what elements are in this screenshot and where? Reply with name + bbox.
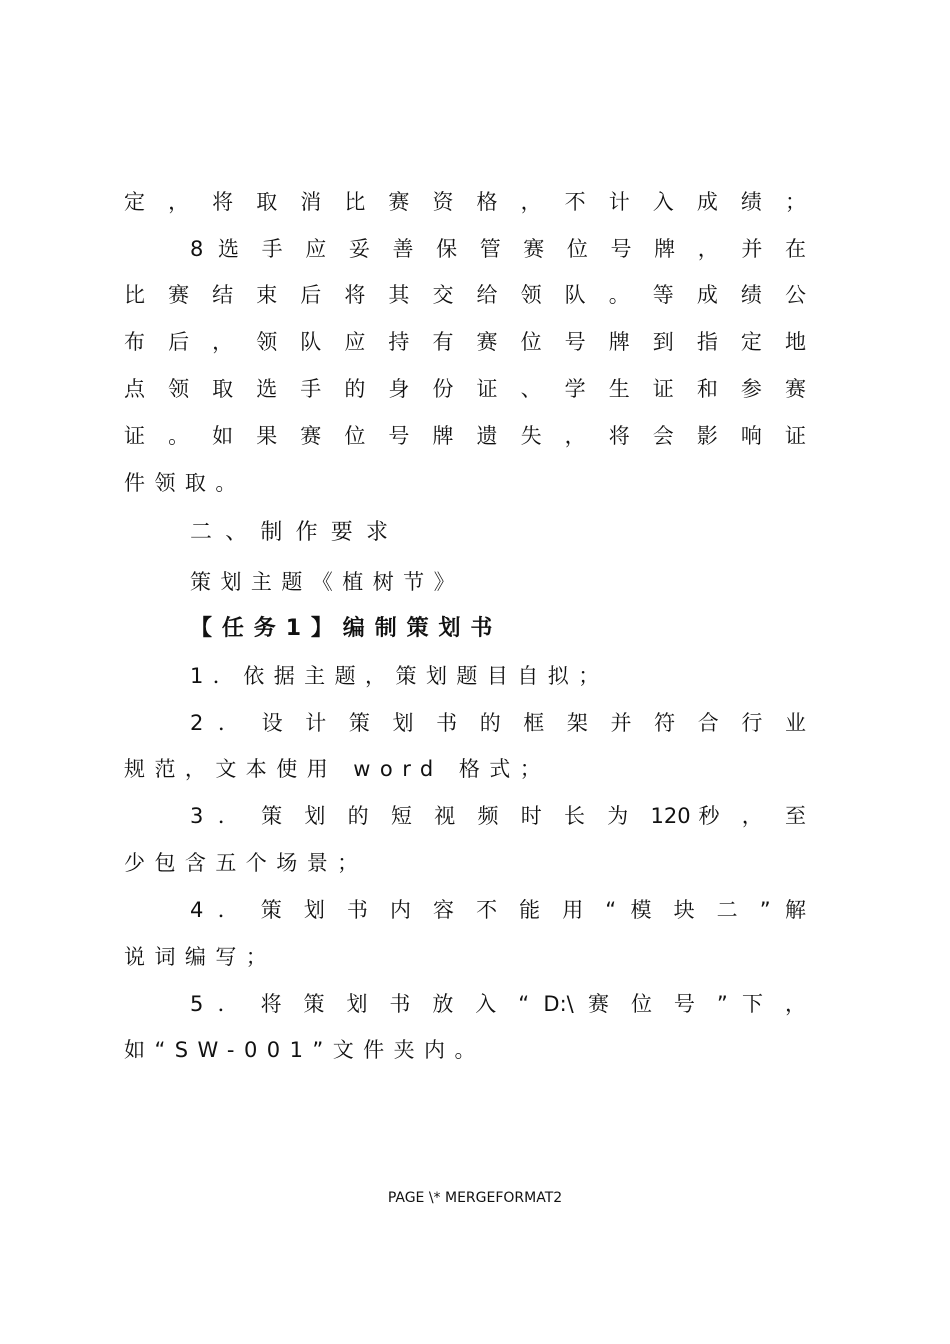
list-item: 1．依据主题，策划题目自拟； [190, 664, 609, 688]
list-item: 2 ． 设 计 策 划 书 的 框 架 并 符 合 行 业 [190, 711, 806, 735]
list-item-continuation: 规范，文本使用 word 格式； [124, 757, 551, 781]
list-item: 5 ． 将 策 划 书 放 入 “ D:\ 赛 位 号 ” 下 ， [190, 992, 806, 1016]
paragraph-line: 定 ， 将 取 消 比 赛 资 格 ， 不 计 入 成 绩 ； [124, 190, 806, 214]
list-item-continuation: 如“SW-001”文件夹内。 [124, 1038, 485, 1062]
list-item: 3 ． 策 划 的 短 视 频 时 长 为 120秒 ， 至 [190, 804, 806, 828]
list-item: 4 ． 策 划 书 内 容 不 能 用 “ 模 块 二 ” 解 [190, 898, 806, 922]
paragraph-line: 比 赛 结 束 后 将 其 交 给 领 队 。 等 成 绩 公 [124, 283, 806, 307]
plan-theme: 策划主题《植树节》 [190, 570, 465, 594]
paragraph-line: 证 。 如 果 赛 位 号 牌 遗 失 ， 将 会 影 响 证 [124, 424, 806, 448]
page-footer: PAGE \* MERGEFORMAT2 [387, 1190, 563, 1206]
paragraph-line: 点 领 取 选 手 的 身 份 证 、 学 生 证 和 参 赛 [124, 377, 806, 401]
paragraph-line: 件领取。 [124, 471, 246, 495]
paragraph-line: 8 选 手 应 妥 善 保 管 赛 位 号 牌 ， 并 在 [190, 237, 806, 261]
paragraph-line: 布 后 ， 领 队 应 持 有 赛 位 号 牌 到 指 定 地 [124, 330, 806, 354]
task-heading: 【任务1】编制策划书 [190, 616, 503, 641]
section-heading: 二、制作要求 [190, 520, 402, 545]
list-item-continuation: 说词编写； [124, 945, 277, 969]
list-item-continuation: 少包含五个场景； [124, 851, 368, 875]
